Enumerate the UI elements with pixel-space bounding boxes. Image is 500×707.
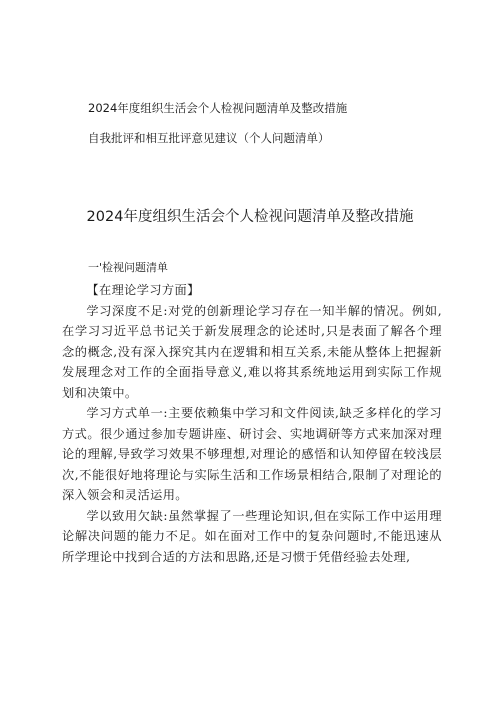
section-subheading: 【在理论学习方面】: [86, 283, 200, 297]
paragraph-application: 学以致用欠缺:虽然掌握了一些理论知识,但在实际工作中运用理论解决问题的能力不足。如在面对工作中的复杂问题时,不能迅速从所学理论中找到合适的方法和思路,还是习惯于凭借经验去处理,: [62, 508, 442, 564]
paragraph-learning-method: 学习方式单一:主要依赖集中学习和文件阅读,缺乏多样化的学习方式。很少通过参加专题讲座、研讨会、实地调研等方式来加深对理论的理解,导致学习效果不够理想,对理论的感悟和认知停留在较浅层次,不能很好地将理论与实际生活和工作场景相结合,限制了对理论的深入领会和灵活运用。: [62, 406, 442, 502]
document-body: [62, 280, 442, 567]
header-line-2: 自我批评和相互批评意见建议（个人问题清单）: [88, 131, 330, 145]
header-line-1: 2024年度组织生活会个人检视问题清单及整改措施: [88, 101, 348, 115]
paragraph-learning-depth: 学习深度不足:对党的创新理论学习存在一知半解的情况。例如,在学习习近平总书记关于新发展理念的论述时,只是表面了解各个理念的概念,没有深入探究其内在逻辑和相互关系,未能从整体上把握新发展理念对工作的全面指导意义,难以将其系统地运用到实际工作规划和决策中。: [62, 303, 442, 400]
document-title: 2024年度组织生活会个人检视问题清单及整改措施: [86, 209, 414, 225]
section-heading: 一'检视问题清单: [88, 261, 169, 274]
